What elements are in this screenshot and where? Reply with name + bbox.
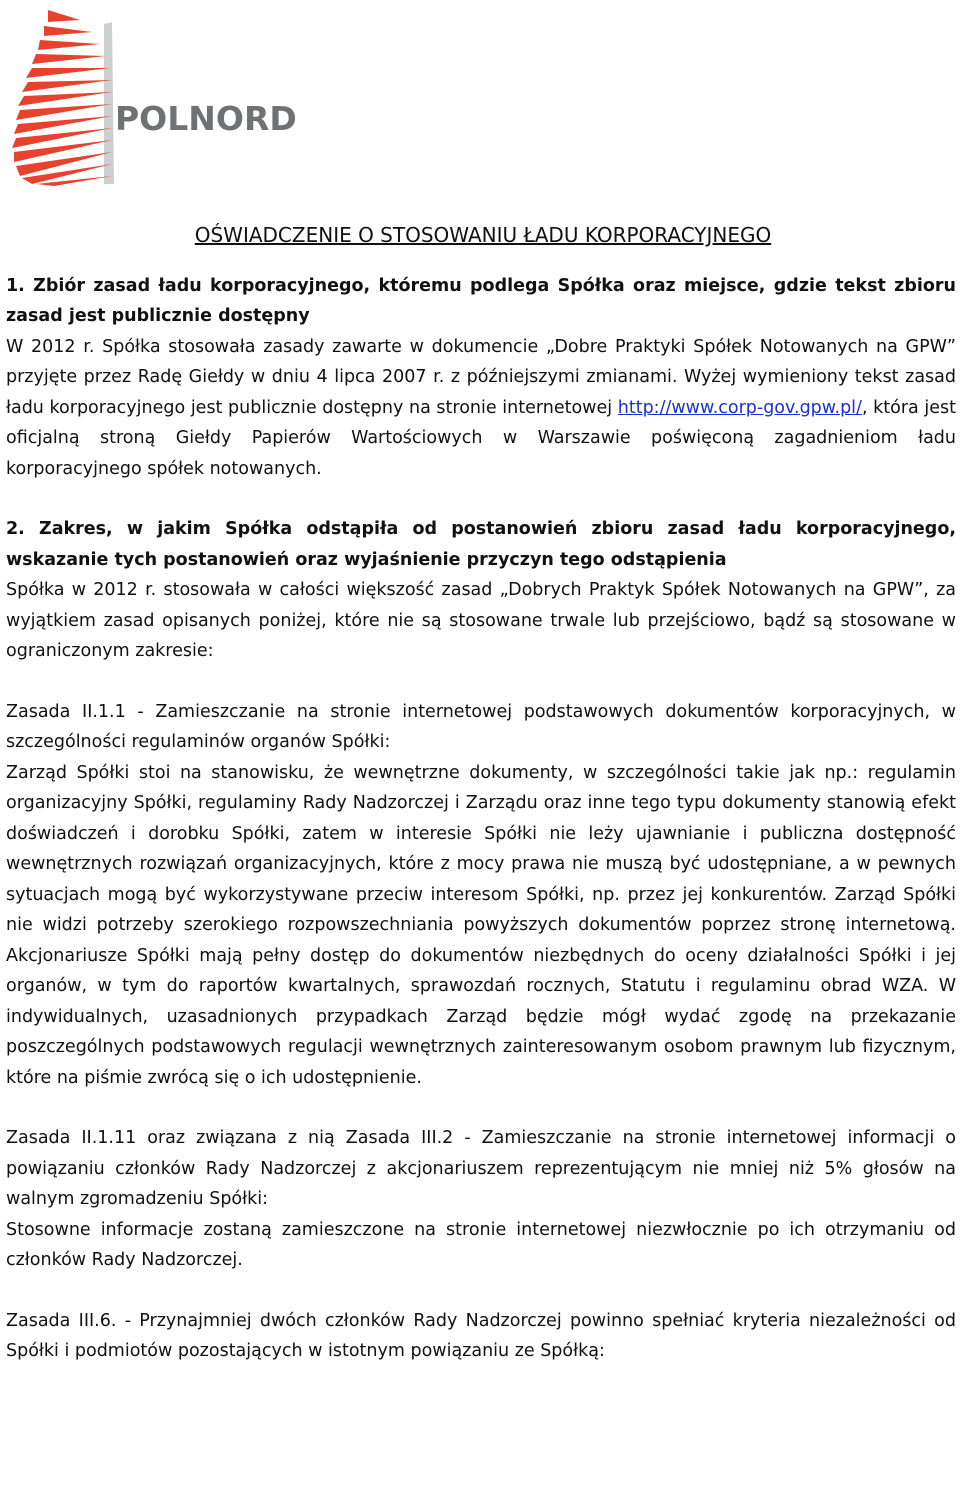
- spacer: [6, 1276, 956, 1306]
- company-logo: [8, 6, 297, 186]
- document-body: [6, 220, 956, 1367]
- rule-body: Zarząd Spółki stoi na stanowisku, że wewnętrzne dokumenty, w szczególności takie jak np.: regulamin organizacyjny Spółki, regulaminy Rady Nadzorczej i Zarządu oraz inne tego typu dokumenty stanowią efekt doświadczeń i dorobku Spółki, zatem w interesie Spółki nie leży ujawnianie i publiczna dostępność wewnętrznych rozwiązań organizacyjnych, które z mocy prawa nie muszą być udostępniane, a w pewnych sytuacjach mogą być wykorzystywane przeciw interesom Spółki, np. przez jej konkurentów. Zarząd Spółki nie widzi potrzeby szerokiego rozpowszechniania powyższych dokumentów poprzez stronę internetową. Akcjonariusze Spółki mają pełny dostęp do dokumentów niezbędnych do oceny działalności Spółki i jej organów, w tym do raportów kwartalnych, sprawozdań rocznych, Statutu i regulaminu obrad WZA. W indywidualnych, uzasadnionych przypadkach Zarząd będzie mógł wydać zgodę na przekazanie poszczególnych podstawowych regulacji wewnętrznych zainteresowanym osobom prawnym lub fizycznym, które na piśmie zwrócą się o ich udostępnienie.: [6, 762, 956, 1088]
- logo-red-hatching: [12, 10, 112, 186]
- corp-gov-link[interactable]: http://www.corp-gov.gpw.pl/: [617, 397, 862, 418]
- section-2-intro: Spółka w 2012 r. stosowała w całości większość zasad „Dobrych Praktyk Spółek Notowanych na GPW”, za wyjątkiem zasad opisanych poniżej, które nie są stosowane trwale lub przejściowo, bądź są stosowane w ograniczonym zakresie:: [6, 580, 956, 661]
- rule-heading: Zasada II.1.11 oraz związana z nią Zasada III.2 - Zamieszczanie na stronie internetowej informacji o powiązaniu członków Rady Nadzorczej z akcjonariuszem reprezentującym nie mniej niż 5% głosów na walnym zgromadzeniu Spółki:: [6, 1128, 956, 1209]
- spacer: [6, 484, 956, 514]
- polnord-logo-mark: [8, 6, 278, 186]
- section-1-text-after-link: , która jest oficjalną stroną Giełdy Papierów Wartościowych w Warszawie poświęconą zagadnieniom ładu korporacyjnego spółek notowanych.: [6, 397, 956, 479]
- rule-heading: Zasada II.1.1 - Zamieszczanie na stronie internetowej podstawowych dokumentów korporacyjnych, w szczególności regulaminów organów Spółki:: [6, 701, 956, 752]
- spacer: [6, 667, 956, 697]
- section-2-heading: 2. Zakres, w jakim Spółka odstąpiła od postanowień zbioru zasad ładu korporacyjnego, wskazanie tych postanowień oraz wyjaśnienie przyczyn tego odstąpienia: [6, 519, 956, 570]
- rule-heading: Zasada III.6. - Przynajmniej dwóch członków Rady Nadzorczej powinno spełniać kryteria niezależności od Spółki i podmiotów pozostających w istotnym powiązaniu ze Spółką:: [6, 1310, 956, 1361]
- document-title: OŚWIADCZENIE O STOSOWANIU ŁADU KORPORACYJNEGO: [194, 223, 772, 247]
- section-1-paragraph: [6, 332, 956, 485]
- logo-wordmark: POLNORD: [115, 99, 297, 138]
- rule-body: Stosowne informacje zostaną zamieszczone na stronie internetowej niezwłocznie po ich otrzymaniu od członków Rady Nadzorczej.: [6, 1219, 956, 1270]
- section-1-text-before-link: W 2012 r. Spółka stosowała zasady zawarte w dokumencie „Dobre Praktyki Spółek Notowanych na GPW” przyjęte przez Radę Giełdy w dniu 4 lipca 2007 r. z późniejszymi zmianami. Wyżej wymieniony tekst zasad ładu korporacyjnego jest publicznie dostępny na stronie internetowej: [6, 336, 956, 418]
- logo-gray-wedge: [104, 22, 114, 184]
- section-1-heading: 1. Zbiór zasad ładu korporacyjnego, któremu podlega Spółka oraz miejsce, gdzie tekst zbioru zasad jest publicznie dostępny: [6, 275, 956, 326]
- spacer: [6, 1093, 956, 1123]
